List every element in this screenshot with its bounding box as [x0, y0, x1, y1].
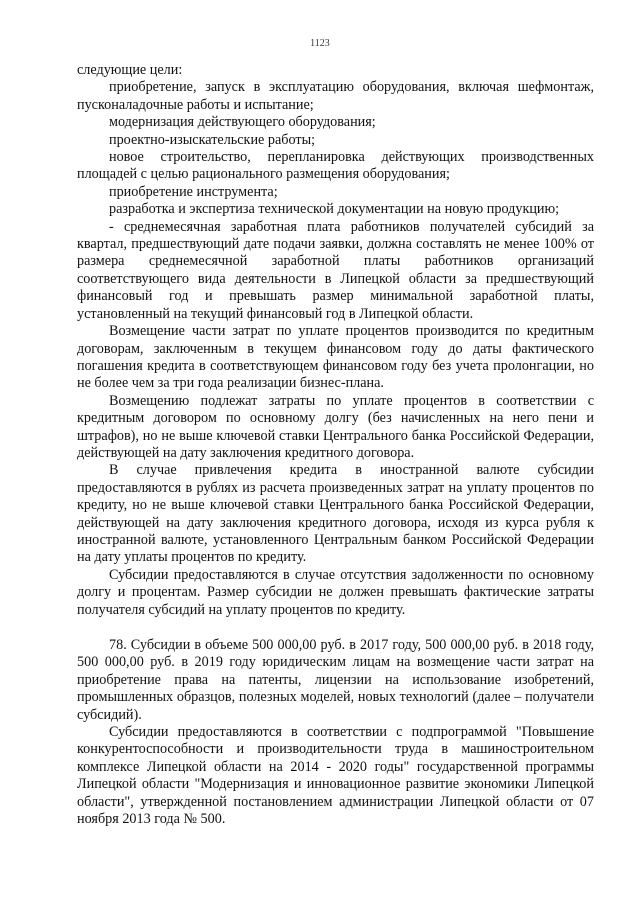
paragraph: - среднемесячная заработная плата работников получателей субсидий за квартал, предшествующий дате подачи заявки, должна составлять не менее 100% от размера среднемесячной заработной платы работников организаций соответствующего вида деятельности в Липецкой области за предшествующий финансовый год и превышать размер минимальной заработной платы, установленный на текущий финансовый год в Липецкой области. [77, 218, 594, 322]
paragraph: проектно-изыскательские работы; [109, 131, 316, 148]
paragraph: приобретение, запуск в эксплуатацию оборудования, включая шефмонтаж, пусконаладочные работы и испытание; [77, 79, 594, 113]
paragraph: В случае привлечения кредита в иностранной валюте субсидии предоставляются в рублях из расчета произведенных затрат на уплату процентов по кредиту, но не выше ключевой ставки Центрального банка Российской Федерации, действующей на дату заключения кредитного договора, исходя из курса рубля к иностранной валюте, установленного Центральным банком Российской Федерации на дату уплаты процентов по кредиту. [77, 462, 594, 566]
paragraph: Субсидии предоставляются в случае отсутствия задолженности по основному долгу и процентам. Размер субсидии не должен превышать фактические затраты получателя субсидий на уплату процентов по кредиту. [77, 566, 594, 618]
paragraph: приобретение инструмента; [109, 183, 278, 200]
paragraph: Субсидии предоставляются в соответствии с подпрограммой "Повышение конкурентоспособности и производительности труда в машиностроительном комплексе Липецкой области на 2014 - 2020 годы" государственной программы Липецкой области "Модернизация и инновационное развитие экономики Липецкой области", утвержденной постановлением администрации Липецкой области от 07 ноября 2013 года № 500. [77, 724, 594, 828]
paragraph-gap [77, 619, 594, 637]
paragraph: Возмещению подлежат затраты по уплате процентов в соответствии с кредитным договором по основному долгу (без начисленных на него пени и штрафов), но не выше ключевой ставки Центрального банка Российской Федерации, действующей на дату заключения кредитного договора. [77, 392, 594, 461]
paragraph: Возмещение части затрат по уплате процентов производится по кредитным договорам, заключенным в текущем финансовом году до даты фактического погашения кредита в соответствующем финансовом году без учета пролонгации, но не более чем за три года реализации бизнес-плана. [77, 323, 594, 392]
paragraph: разработка и экспертиза технической документации на новую продукцию; [109, 201, 560, 218]
paragraph: новое строительство, перепланировка действующих производственных площадей с целью рационального размещения оборудования; [77, 149, 594, 183]
page-number: 1123 [310, 38, 330, 49]
document-body [77, 62, 594, 828]
paragraph: модернизация действующего оборудования; [109, 114, 376, 131]
paragraph: следующие цели: [77, 62, 183, 78]
paragraph: 78. Субсидии в объеме 500 000,00 руб. в 2017 году, 500 000,00 руб. в 2018 году, 500 000,00 руб. в 2019 году юридическим лицам на возмещение части затрат на приобретение права на патенты, лицензии на использование изобретений, промышленных образцов, полезных моделей, новых технологий (далее – получатели субсидий). [77, 637, 594, 723]
